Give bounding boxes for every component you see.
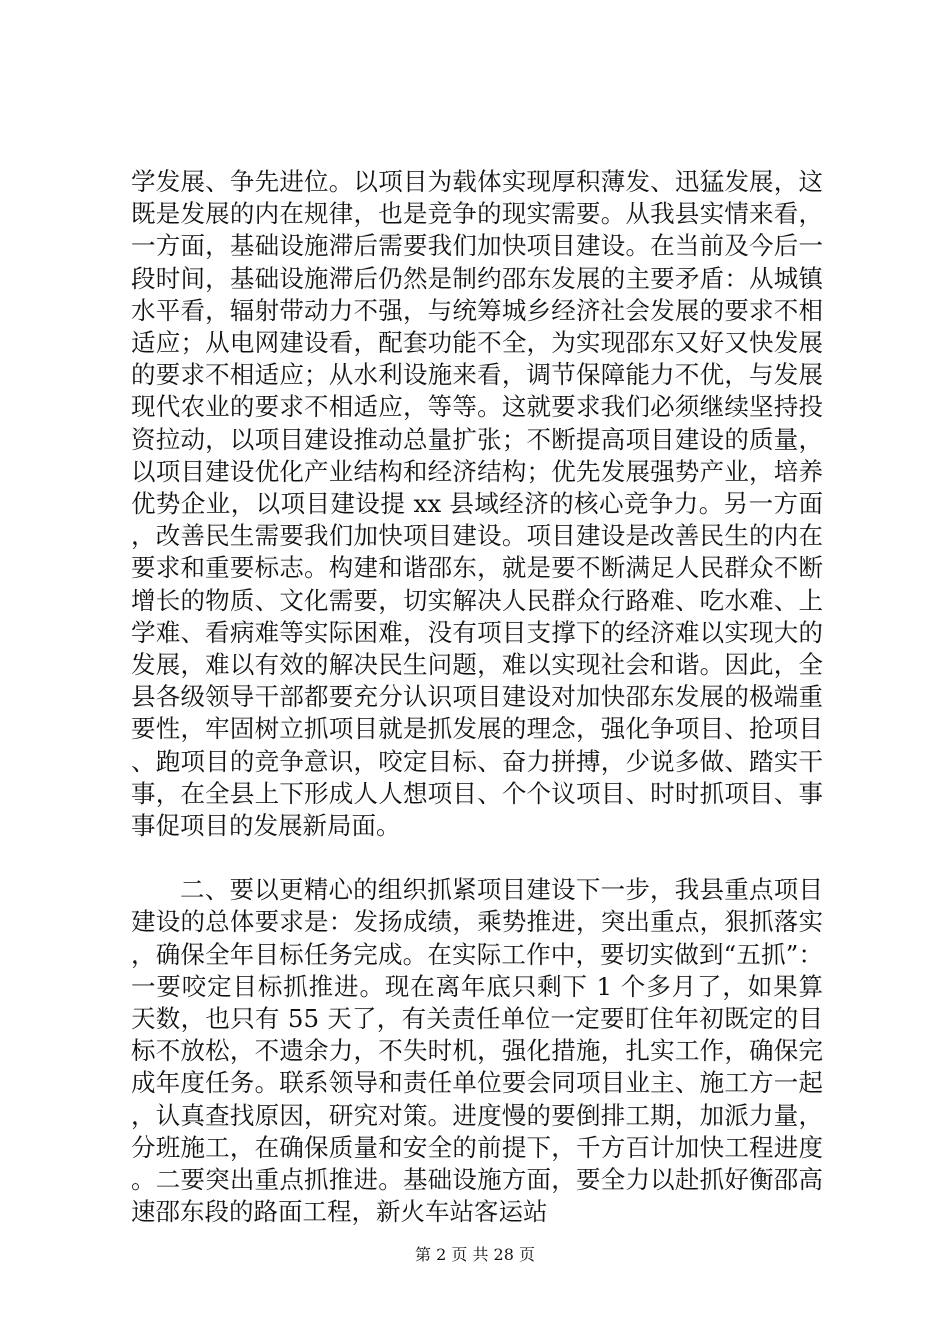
page-footer: 第 2 页 共 28 页: [415, 1245, 535, 1264]
body-paragraph-1: 学发展、争先进位。以项目为载体实现厚积薄发、迅猛发展，这既是发展的内在规律，也是竞争的现实需要。从我县实情来看，一方面，基础设施滞后需要我们加快项目建设。在当前及今后一段时间，基础设施滞后仍然是制约邵东发展的主要矛盾：从城镇水平看，辐射带动力不强，与统筹城乡经济社会发展的要求不相适应；从电网建设看，配套功能不全，为实现邵东又好又快发展的要求不相适应；从水利设施来看，调节保障能力不优，与发展现代农业的要求不相适应，等等。这就要求我们必须继续坚持投资拉动，以项目建设推动总量扩张；不断提高项目建设的质量，以项目建设优化产业结构和经济结构；优先发展强势产业，培养优势企业，以项目建设提 xx 县域经济的核心竞争力。另一方面，改善民生需要我们加快项目建设。项目建设是改善民生的内在要求和重要标志。构建和谐邵东，就是要不断满足人民群众不断增长的物质、文化需要，切实解决人民群众行路难、吃水难、上学难、看病难等实际困难，没有项目支撑下的经济难以实现大的发展，难以有效的解决民生问题，难以实现社会和谐。因此，全县各级领导干部都要充分认识项目建设对加快邵东发展的极端重要性，牢固树立抓项目就是抓发展的理念，强化争项目、抢项目、跑项目的竞争意识，咬定目标、奋力拼搏，少说多做、踏实干事，在全县上下形成人人想项目、个个议项目、时时抓项目、事事促项目的发展新局面。: [131, 167, 823, 841]
document-body: [131, 166, 823, 1229]
body-paragraph-2: 二、要以更精心的组织抓紧项目建设下一步，我县重点项目建设的总体要求是：发扬成绩，乘势推进，突出重点，狠抓落实，确保全年目标任务完成。在实际工作中，要切实做到“五抓”：一要咬定目标抓推进。现在离年底只剩下 1 个多月了，如果算天数，也只有 55 天了，有关责任单位一定要盯住年初既定的目标不放松，不遗余力，不失时机，强化措施，扎实工作，确保完成年度任务。联系领导和责任单位要会同项目业主、施工方一起，认真查找原因，研究对策。进度慢的要倒排工期，加派力量，分班施工，在确保质量和安全的前提下，千方百计加快工程进度。二要突出重点抓推进。基础设施方面，要全力以赴抓好衡邵高速邵东段的路面工程，新火车站客运站: [131, 875, 823, 1227]
